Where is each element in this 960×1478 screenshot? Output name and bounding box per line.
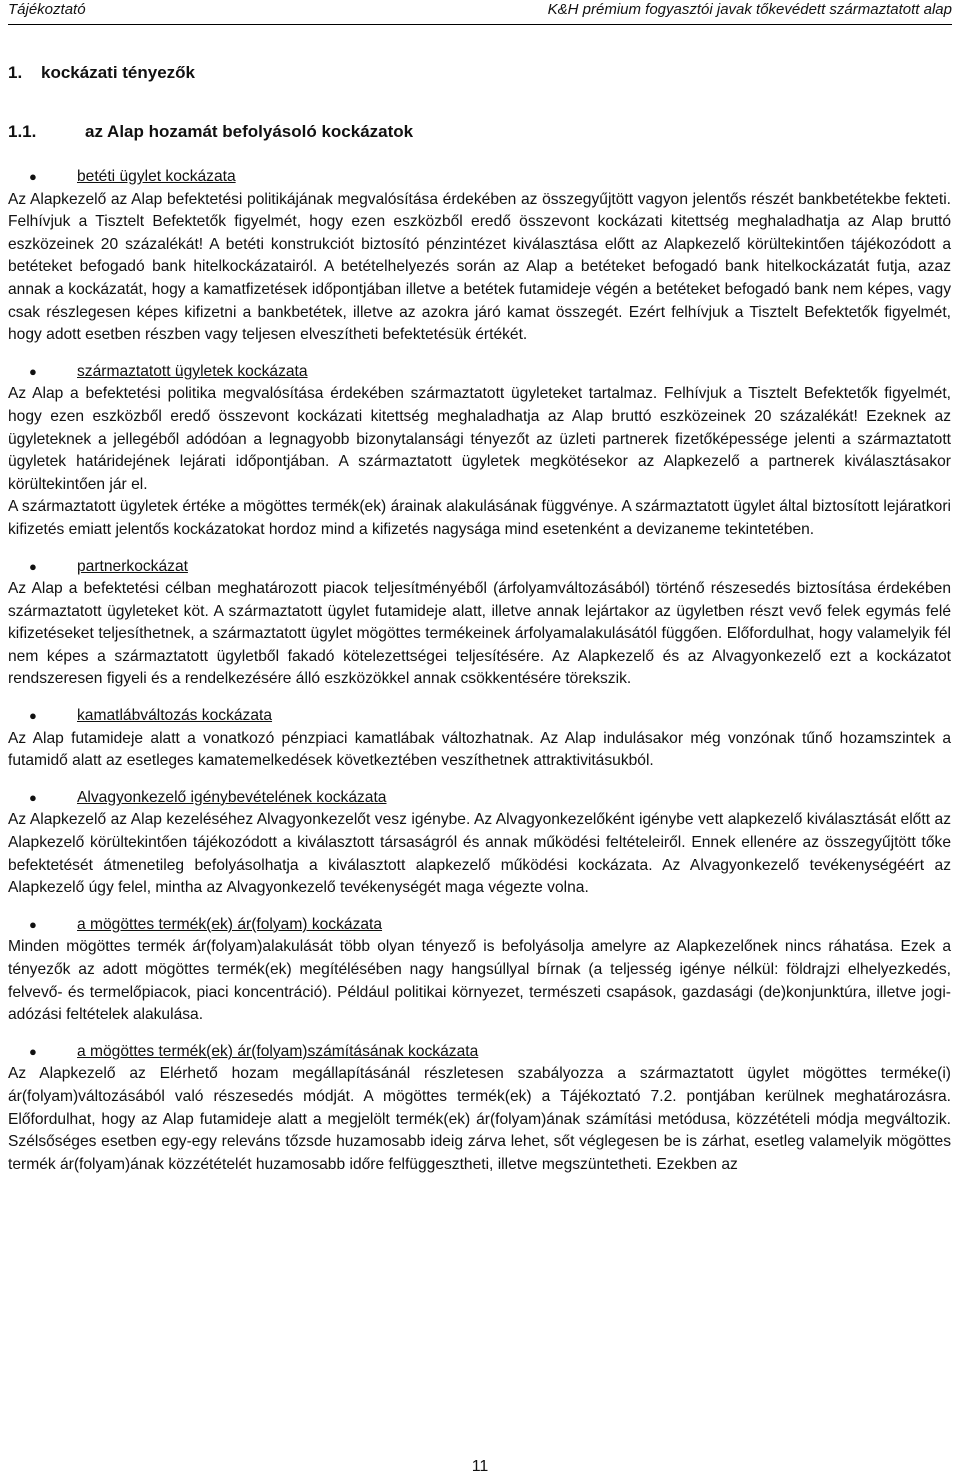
risk-bullet — [8, 556, 951, 579]
bullet-dot-icon: ● — [29, 708, 37, 724]
subsection-title: az Alap hozamát befolyásoló kockázatok — [85, 122, 414, 141]
bullet-dot-icon: ● — [29, 916, 37, 932]
risk-section-derivatives — [8, 361, 951, 542]
subsection-heading — [8, 121, 413, 143]
risk-section-underlying-price — [8, 914, 951, 1027]
header-left-title: Tájékoztató — [8, 1, 86, 18]
risk-paragraph: Az Alapkezelő az Alap kezeléséhez Alvagyonkezelőt vesz igénybe. Az Alvagyonkezelőként igénybe vett alapkezelő kiválasztását előtt az Alapkezelő körültekintően tájékozódott a kiválasztott társaságról és annak működési feltételeiről. Ennek ellenére az összegyűjtött tőke befektetését átmenetileg befolyásolhatja a kiválasztott alapkezelő működési kockázata. Az Alvagyonkezelő tevékenységéért az Alapkezelő úgy felel, mintha az Alvagyonkezelő tevékenységét maga végezte volna. — [8, 811, 951, 897]
document-body — [8, 166, 951, 1190]
risk-bullet — [8, 166, 951, 189]
risk-title: kamatlábváltozás kockázata — [77, 707, 273, 725]
risk-section-interest-rate — [8, 705, 951, 773]
risk-title: Alvagyonkezelő igénybevételének kockázata — [77, 788, 387, 806]
bullet-dot-icon: ● — [29, 558, 37, 574]
risk-paragraph: Az Alap a befektetési politika megvalósítása érdekében származtatott ügyleteket tartalmaz. Felhívjuk a Tisztelt Befektetők figyelmét, hogy ezen eszközből eredő összevont kockázati kitettség meghaladhatja az Alap bruttó eszközeinek 20 százalékát! Ezeknek az ügyleteknek a jellegéből adódóan a legnagyobb bizonytalansági tényezőt az üzleti partnerek fizetőképessége jelenti a származtatott ügyletek határidejének lejárati időpontjában. A származtatott ügyletek megkötésekor az Alapkezelő a partnerek kiválasztásakor körültekintően jár el. — [8, 385, 951, 493]
header-right-title: K&H prémium fogyasztói javak tőkevédett származtatott alap — [547, 1, 952, 18]
bullet-dot-icon: ● — [29, 363, 37, 379]
risk-paragraph: A származtatott ügyletek értéke a mögöttes termék(ek) árainak alakulásának függvénye. A származtatott ügylet által biztosított lejáratkori kifizetés emiatt jelentős kockázatokat hordoz mind a kifizetés nagysága mind esetenként a devizaneme tekintetében. — [8, 498, 951, 538]
risk-section-deposit — [8, 166, 951, 347]
risk-paragraph: Az Alap a befektetési célban meghatározott piacok teljesítményéből (árfolyamváltozásából) történő részesedés biztosítása érdekében származtatott ügyleteket köt. A származtatott ügylet futamideje alatt, illetve annak lejártakor az ügyletben részt vevő felek egymás felé kifizetéseket teljesíthetnek, a származtatott ügylet mögöttes termékeinek árfolyamalakulásától függően. Előfordulhat, hogy valamelyik fél nem képes a származtatott ügyletből fakadó kötelezettségei teljesítésére. Az Alapkezelő és az Alvagyonkezelő ezt a kockázatot rendszeresen figyeli és a rendelkezésére álló eszközökkel annak csökkentésére törekszik. — [8, 580, 951, 688]
section-number: 1. — [8, 63, 23, 82]
risk-section-counterparty — [8, 556, 951, 692]
risk-title: származtatott ügyletek kockázata — [77, 362, 308, 380]
risk-paragraph: Az Alapkezelő az Elérhető hozam megállapításánál részletesen szabályozza a származtatott ügylet mögöttes terméke(i) ár(folyam)változásából való részesedés módját. A mögöttes termék(ek) a Tájékoztató 7.2. pontjában kerülnek meghatározásra. Előfordulhat, hogy az Alap futamideje alatt a megjelölt termék(ek) ár(folyam)ának számítási metódusa, közzétételi módja megváltozik. Szélsőséges esetben egy-egy releváns tőzsde huzamosabb ideig zárva lehet, sőt véglegesen be is zárhat, esetleg valamelyik mögöttes termék ár(folyam)ának közzétételét huzamosabb időre felfüggesztheti, illetve megszüntetheti. Ezekben az — [8, 1065, 951, 1173]
bullet-dot-icon: ● — [29, 789, 37, 805]
risk-title: a mögöttes termék(ek) ár(folyam)számításának kockázata — [77, 1042, 479, 1060]
risk-bullet — [8, 787, 951, 810]
risk-title: a mögöttes termék(ek) ár(folyam) kockázata — [77, 915, 383, 933]
risk-title: partnerkockázat — [77, 557, 188, 575]
bullet-dot-icon: ● — [29, 169, 37, 184]
risk-section-price-calculation — [8, 1041, 951, 1177]
section-heading — [8, 62, 195, 84]
page-header — [8, 0, 952, 25]
risk-bullet — [8, 1041, 951, 1064]
risk-bullet — [8, 361, 951, 384]
risk-title: betéti ügylet kockázata — [77, 168, 236, 185]
risk-bullet — [8, 914, 951, 937]
page-number: 11 — [471, 1458, 489, 1475]
section-title: kockázati tényezők — [41, 63, 196, 82]
risk-section-sub-manager — [8, 787, 951, 900]
risk-paragraph: Az Alap futamideje alatt a vonatkozó pénzpiaci kamatlábak változhatnak. Az Alap indulásakor még vonzónak tűnő hozamszintek a futamidő alatt az esetleges kamatemelkedések következtében veszíthetnek attraktivitásukból. — [8, 729, 951, 770]
bullet-dot-icon: ● — [29, 1043, 37, 1059]
risk-paragraph: Az Alapkezelő az Alap befektetési politikájának megvalósítása érdekében az összegyűjtött vagyon jelentős részét bankbetétekbe fekteti. Felhívjuk a Tisztelt Befektetők figyelmét, hogy ezen eszközből eredő összevont kockázati kitettség meghaladhatja az Alap bruttó eszközeinek 20 százalékát! A betéti konstrukciót biztosító pénzintézet kiválasztása előtt az Alapkezelő körültekintően tájékozódott a betéteket befogadó bank hitelkockázatairól. A betételhelyezés során az Alap a betéteket befogadó bank hitelkockázatát futja, azaz annak a kockázatát, hogy a kamatfizetések időpontjában illetve a betétek futamideje végén a betéteket befogadó bank nem képes, vagy csak részlegesen képes kifizetni a bankbetétek, illetve az azokra járó kamat összegét. Ezért felhívjuk a Tisztelt Befektetők figyelmét, hogy adott esetben részben vagy teljesen elveszítheti befektetésük értékét. — [8, 190, 951, 344]
risk-bullet — [8, 705, 951, 728]
subsection-number: 1.1. — [8, 122, 37, 141]
risk-paragraph: Minden mögöttes termék ár(folyam)alakulását több olyan tényező is befolyásolja amelyre az Alapkezelőnek nincs ráhatása. Ezek a tényezők az adott mögöttes termék(ek) megítélésében nagy hangsúllyal bírnak (a teljesség igénye nélkül: földrajzi elhelyezkedés, felvevő- és termelőpiacok, piaci koncentráció). Például politikai környezet, természeti csapások, gazdasági (de)konjunktúra, illetve jogi-adózási feltételek alakulása. — [8, 938, 951, 1024]
